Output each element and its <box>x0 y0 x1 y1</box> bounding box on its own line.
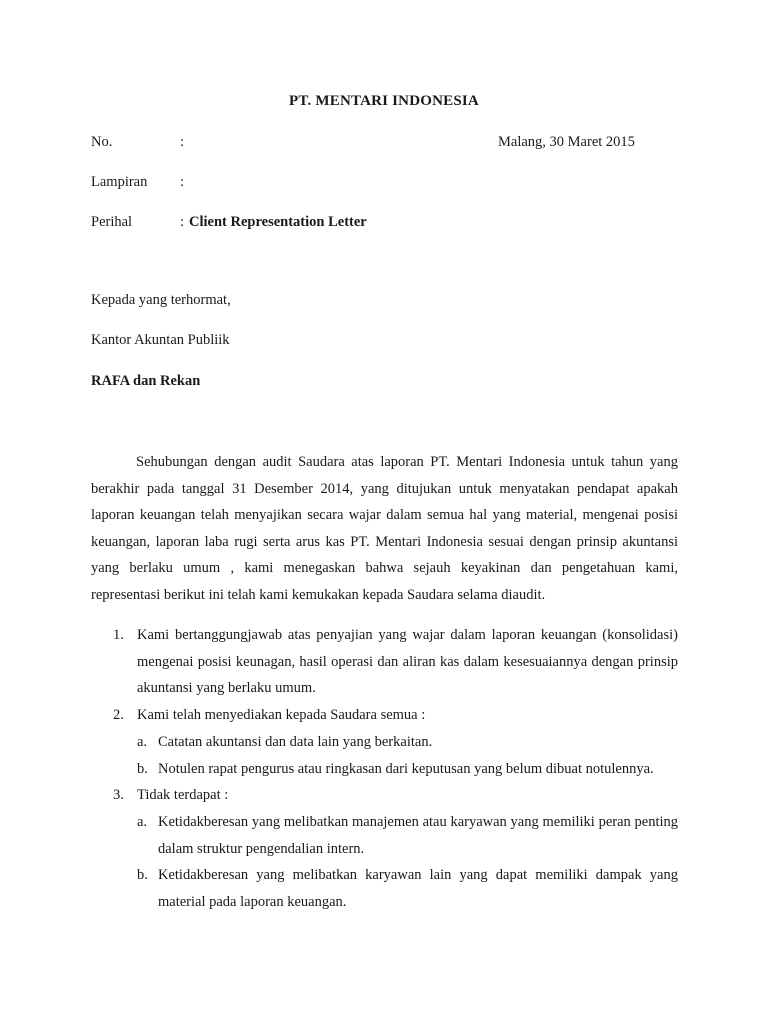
greeting: Kepada yang terhormat, <box>91 292 231 308</box>
company-title: PT. MENTARI INDONESIA <box>289 93 479 109</box>
sub-letter: b. <box>137 761 148 777</box>
sub-letter: a. <box>137 814 148 830</box>
perihal-colon: : <box>180 214 185 230</box>
no-colon: : <box>180 134 185 150</box>
list-item-text: Kami bertanggungjawab atas penyajian yang wajar dalam laporan keuangan (konsolidasi) mengenai posisi keunagan, hasil operasi dan aliran kas dalam kesesuaiannya dengan prinsip akuntansi yang berlaku umum. <box>137 627 678 697</box>
list-item-text: Kami telah menyediakan kepada Saudara semua : <box>137 707 426 723</box>
sub-letter: b. <box>137 867 148 883</box>
no-label: No. <box>91 134 113 150</box>
sub-item-text: Catatan akuntansi dan data lain yang berkaitan. <box>158 734 433 750</box>
list-number: 3. <box>113 787 124 803</box>
list-item-text: Tidak terdapat : <box>137 787 229 803</box>
sub-item-text: Notulen rapat pengurus atau ringkasan dari keputusan yang belum dibuat notulennya. <box>158 761 654 777</box>
sub-item-text: Ketidakberesan yang melibatkan manajemen atau karyawan yang memiliki peran penting dalam struktur pengendalian intern. <box>158 814 678 857</box>
letter-date: Malang, 30 Maret 2015 <box>498 134 635 150</box>
lampiran-label: Lampiran <box>91 174 148 190</box>
recipient-firm: RAFA dan Rekan <box>91 373 201 389</box>
list-number: 2. <box>113 707 124 723</box>
perihal-value: Client Representation Letter <box>189 214 367 230</box>
perihal-label: Perihal <box>91 214 133 230</box>
body-paragraph: Sehubungan dengan audit Saudara atas laporan PT. Mentari Indonesia untuk tahun yang berakhir pada tanggal 31 Desember 2014, yang ditujukan untuk menyatakan pendapat apakah laporan keuangan telah menyajikan secara wajar dalam semua hal yang material, mengenai posisi keuangan, laporan laba rugi serta arus kas PT. Mentari Indonesia sesuai dengan prinsip akuntansi yang berlaku umum , kami menegaskan bahwa sejauh keyakinan dan pengetahuan kami, representasi berikut ini telah kami kemukakan kepada Saudara selama diaudit. <box>91 454 678 603</box>
sub-letter: a. <box>137 734 148 750</box>
lampiran-colon: : <box>180 174 185 190</box>
sub-item-text: Ketidakberesan yang melibatkan karyawan lain yang dapat memiliki dampak yang material pada laporan keuangan. <box>158 867 678 910</box>
recipient-office: Kantor Akuntan Publiik <box>91 332 230 348</box>
list-number: 1. <box>113 627 124 643</box>
